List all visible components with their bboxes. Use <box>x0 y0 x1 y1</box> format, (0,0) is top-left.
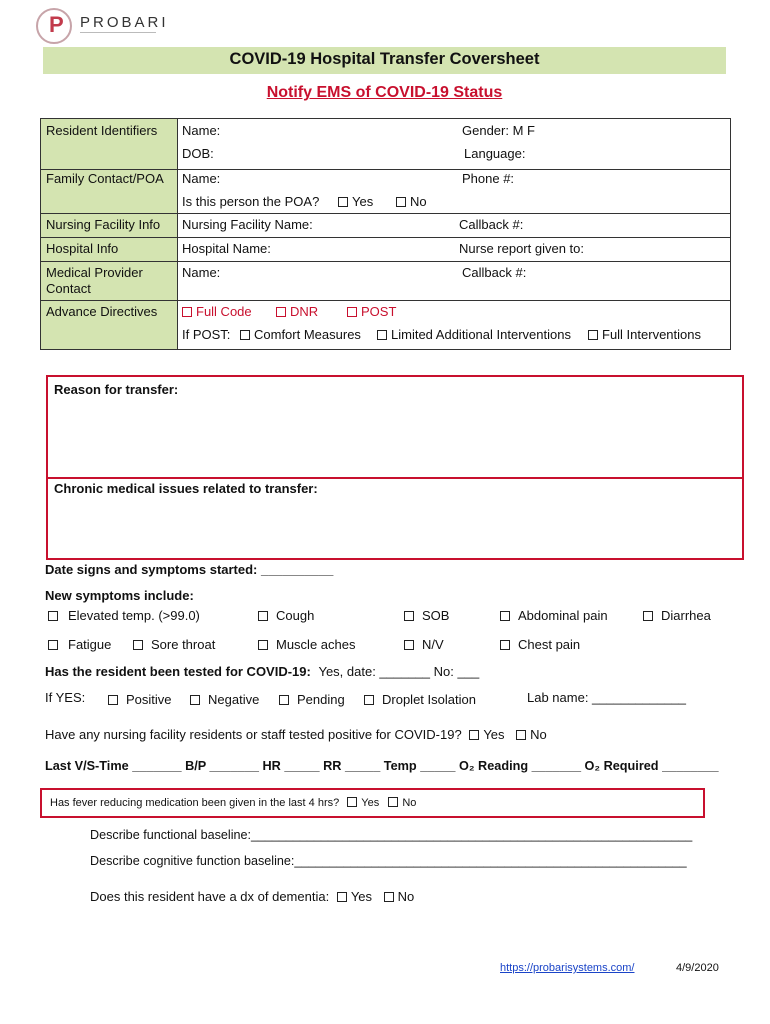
checkbox-icon <box>643 611 653 621</box>
diarrhea-label: Diarrhea <box>661 608 711 623</box>
checkbox-icon <box>182 307 192 317</box>
checkbox-icon <box>364 695 374 705</box>
provider-name-label: Name: <box>182 265 221 280</box>
checkbox-icon <box>404 640 414 650</box>
facility-positive-question: Have any nursing facility residents or staff tested positive for COVID-19? <box>45 727 462 742</box>
chest-pain-checkbox[interactable] <box>500 637 580 652</box>
checkbox-icon <box>516 730 526 740</box>
if-yes-label: If YES: <box>45 690 86 705</box>
poa-no-checkbox[interactable] <box>396 194 427 209</box>
checkbox-icon <box>347 307 357 317</box>
hospital-name-label: Hospital Name: <box>182 241 271 256</box>
checkbox-icon <box>347 797 357 807</box>
page-title: COVID-19 Hospital Transfer Coversheet <box>229 50 540 68</box>
facility-yes-label: Yes <box>483 727 505 742</box>
checkbox-icon <box>384 892 394 902</box>
poa-no-label: No <box>410 194 427 209</box>
label-hospital-info: Hospital Info <box>46 241 119 256</box>
fever-question: Has fever reducing medication been given in the last 4 hrs? <box>50 797 340 809</box>
checkbox-icon <box>258 611 268 621</box>
checkbox-icon <box>500 611 510 621</box>
resident-name-label: Name: <box>182 123 221 138</box>
provider-callback-label: Callback #: <box>462 265 527 280</box>
tested-label: Has the resident been tested for COVID-19: <box>45 664 311 679</box>
poa-yes-checkbox[interactable] <box>338 194 373 209</box>
checkbox-icon <box>377 330 387 340</box>
facility-positive-row <box>45 727 547 742</box>
limited-interventions-label: Limited Additional Interventions <box>391 327 571 342</box>
reason-box <box>46 375 744 560</box>
label-advance-directives: Advance Directives <box>46 304 158 319</box>
footer-date: 4/9/2020 <box>676 962 719 974</box>
droplet-isolation-checkbox[interactable] <box>364 692 476 707</box>
label-nursing-facility-info: Nursing Facility Info <box>46 217 161 232</box>
fever-no-checkbox[interactable] <box>388 797 416 809</box>
post-label: POST <box>361 304 397 319</box>
pending-checkbox[interactable] <box>279 692 345 707</box>
dementia-yes-label: Yes <box>350 889 373 904</box>
full-code-checkbox[interactable] <box>182 304 252 319</box>
negative-label: Negative <box>208 692 260 707</box>
checkbox-icon <box>338 197 348 207</box>
dnr-label: DNR <box>290 304 319 319</box>
label-medical-provider: Medical Provider <box>46 265 143 280</box>
muscle-aches-label: Muscle aches <box>276 637 356 652</box>
dnr-checkbox[interactable] <box>276 304 318 319</box>
muscle-aches-checkbox[interactable] <box>258 637 355 652</box>
sob-checkbox[interactable] <box>404 608 449 623</box>
cough-checkbox[interactable] <box>258 608 314 623</box>
dementia-no-checkbox[interactable] <box>384 889 415 904</box>
family-name-label: Name: <box>182 171 221 186</box>
label-resident-identifiers: Resident Identifiers <box>46 123 158 138</box>
poa-yes-label: Yes <box>352 194 374 209</box>
dementia-row <box>90 889 414 904</box>
checkbox-icon <box>388 797 398 807</box>
footer-link[interactable]: https://probarisystems.com/ <box>500 962 635 974</box>
chest-pain-label: Chest pain <box>518 637 581 652</box>
nurse-report-label: Nurse report given to: <box>459 241 585 256</box>
checkbox-icon <box>108 695 118 705</box>
fatigue-checkbox[interactable] <box>48 637 111 652</box>
comfort-measures-checkbox[interactable] <box>240 327 361 342</box>
positive-checkbox[interactable] <box>108 692 172 707</box>
full-interventions-label: Full Interventions <box>602 327 701 342</box>
callback-label: Callback #: <box>459 217 524 232</box>
facility-no-checkbox[interactable] <box>516 727 547 742</box>
droplet-isolation-label: Droplet Isolation <box>382 692 476 707</box>
if-post-label: If POST: <box>182 327 231 342</box>
fever-yes-checkbox[interactable] <box>347 797 379 809</box>
fever-yes-label: Yes <box>361 797 380 809</box>
positive-label: Positive <box>126 692 172 707</box>
checkbox-icon <box>588 330 598 340</box>
diarrhea-checkbox[interactable] <box>643 608 711 623</box>
fatigue-label: Fatigue <box>68 637 112 652</box>
checkbox-icon <box>133 640 143 650</box>
checkbox-icon <box>404 611 414 621</box>
reason-label: Reason for transfer: <box>54 382 179 397</box>
checkbox-icon <box>276 307 286 317</box>
row-divider <box>41 261 730 262</box>
sore-throat-checkbox[interactable] <box>133 637 215 652</box>
fever-no-label: No <box>402 797 417 809</box>
checkbox-icon <box>48 640 58 650</box>
dementia-question: Does this resident have a dx of dementia: <box>90 889 330 904</box>
gender-label: Gender: M F <box>462 123 535 138</box>
phone-label: Phone #: <box>462 171 515 186</box>
full-interventions-checkbox[interactable] <box>588 327 701 342</box>
language-label: Language: <box>464 146 526 161</box>
checkbox-icon <box>279 695 289 705</box>
fever-row <box>50 797 416 809</box>
logo-tagline-line <box>80 32 156 35</box>
row-divider <box>41 300 730 301</box>
dementia-no-label: No <box>397 889 415 904</box>
poa-question: Is this person the POA? <box>182 194 320 209</box>
cognitive-baseline-field[interactable]: Describe cognitive function baseline:________________________________________________________ <box>90 854 687 868</box>
abdominal-pain-label: Abdominal pain <box>518 608 608 623</box>
checkbox-icon <box>190 695 200 705</box>
new-symptoms-label: New symptoms include: <box>45 588 194 603</box>
post-checkbox[interactable] <box>347 304 396 319</box>
facility-yes-checkbox[interactable] <box>469 727 504 742</box>
limited-interventions-checkbox[interactable] <box>377 327 571 342</box>
checkbox-icon <box>337 892 347 902</box>
checkbox-icon <box>240 330 250 340</box>
row-divider <box>41 213 730 214</box>
sob-label: SOB <box>422 608 450 623</box>
abdominal-pain-checkbox[interactable] <box>500 608 608 623</box>
cough-label: Cough <box>276 608 315 623</box>
comfort-measures-label: Comfort Measures <box>254 327 361 342</box>
sore-throat-label: Sore throat <box>151 637 216 652</box>
checkbox-icon <box>48 611 58 621</box>
nv-checkbox[interactable] <box>404 637 444 652</box>
nv-label: N/V <box>422 637 444 652</box>
row-divider <box>41 237 730 238</box>
logo-text: PROBARI <box>80 14 169 31</box>
logo-letter: P <box>49 12 64 37</box>
page-subtitle: Notify EMS of COVID-19 Status <box>266 84 503 101</box>
full-code-label: Full Code <box>196 304 252 319</box>
pending-label: Pending <box>297 692 345 707</box>
label-family-contact: Family Contact/POA <box>46 171 164 186</box>
elevated-temp-label: Elevated temp. (>99.0) <box>68 608 200 623</box>
negative-checkbox[interactable] <box>190 692 259 707</box>
lab-name-field[interactable]: Lab name: _____________ <box>527 690 687 705</box>
dementia-yes-checkbox[interactable] <box>337 889 372 904</box>
elevated-temp-checkbox[interactable] <box>48 608 200 623</box>
resident-info-table <box>40 118 731 350</box>
functional-baseline-field[interactable]: Describe functional baseline:_______________________________________________________________ <box>90 828 693 842</box>
nursing-facility-name-label: Nursing Facility Name: <box>182 217 313 232</box>
tested-values: Yes, date: _______ No: ___ <box>318 664 480 679</box>
label-medical-provider-contact: Contact <box>46 281 91 296</box>
checkbox-icon <box>396 197 406 207</box>
row-divider <box>41 169 730 170</box>
date-symptoms-started: Date signs and symptoms started: __________ <box>45 562 334 577</box>
checkbox-icon <box>469 730 479 740</box>
fever-box <box>40 788 705 818</box>
tested-row <box>45 664 479 679</box>
dob-label: DOB: <box>182 146 214 161</box>
vitals-line[interactable]: Last V/S-Time _______ B/P _______ HR _____ RR _____ Temp _____ O₂ Reading _______ O₂ Required ________ <box>45 759 719 773</box>
facility-no-label: No <box>530 727 547 742</box>
checkbox-icon <box>258 640 268 650</box>
checkbox-icon <box>500 640 510 650</box>
reason-divider <box>48 477 742 479</box>
chronic-label: Chronic medical issues related to transfer: <box>54 481 318 496</box>
